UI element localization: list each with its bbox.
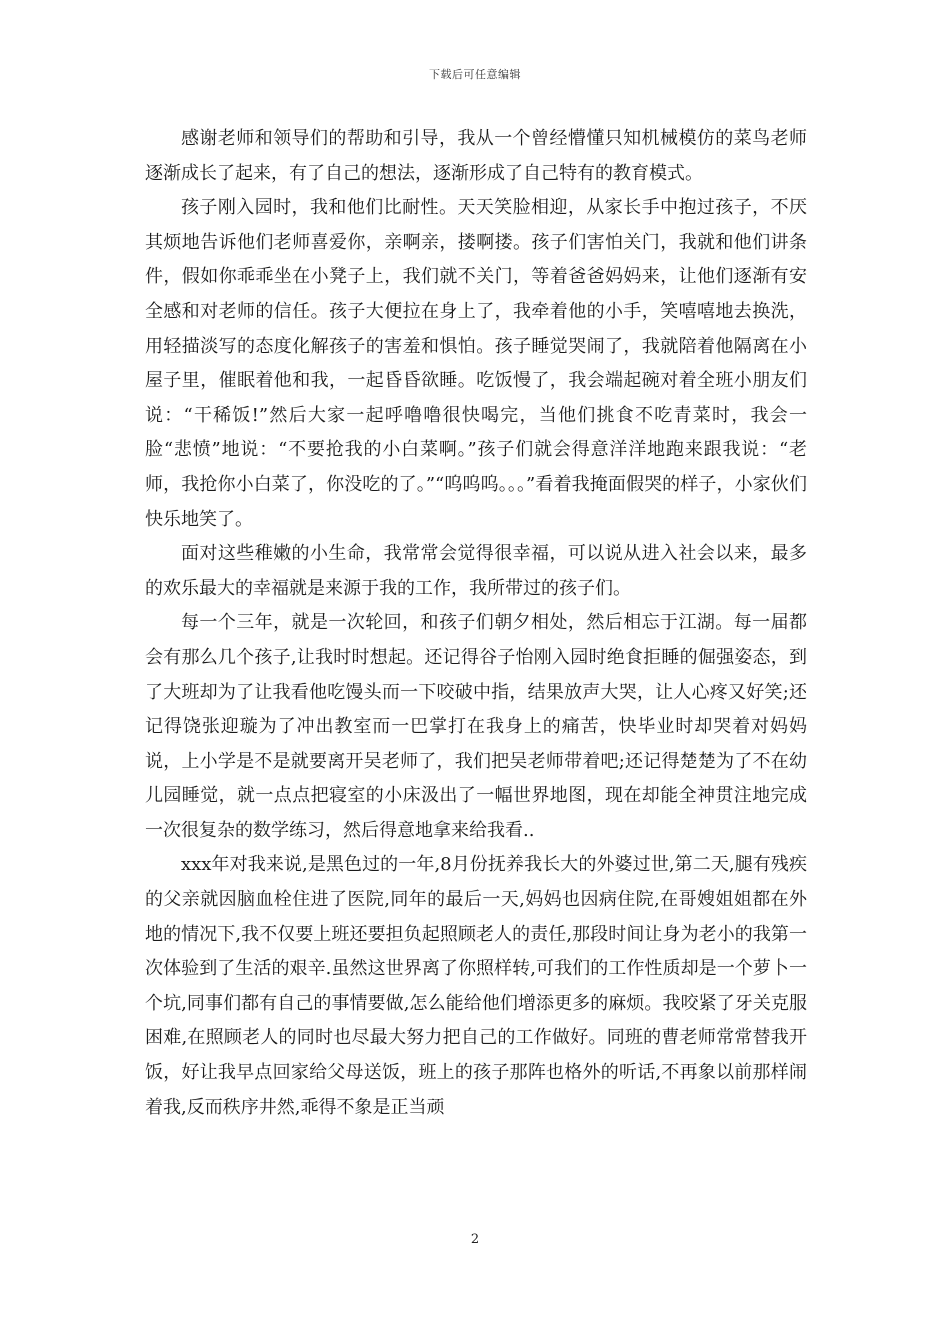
paragraph-5: xxx年对我来说,是黑色过的一年,8月份抚养我长大的外婆过世,第二天,腿有残疾的父亲就因脑血栓住进了医院,同年的最后一天,妈妈也因病住院,在哥嫂姐姐都在外地的情况下,我不仅要上班还要担负起照顾老人的责任,那段时间让身为老小的我第一次体验到了生活的艰辛.虽然这世界离了你照样转,可我们的工作性质却是一个萝卜一个坑,同事们都有自己的事情要做,怎么能给他们增添更多的麻烦。我咬紧了牙关克服困难,在照顾老人的同时也尽最大努力把自己的工作做好。同班的曹老师常常替我开饭，好让我早点回家给父母送饭，班上的孩子那阵也格外的听话,不再象以前那样闹着我,反而秩序井然,乖得不象是正当顽: [145, 854, 807, 1118]
page-header: 下载后可任意编辑: [429, 68, 521, 81]
paragraph-2: 孩子刚入园时，我和他们比耐性。天天笑脸相迎，从家长手中抱过孩子，不厌其烦地告诉他们老师喜爱你，亲啊亲，搂啊搂。孩子们害怕关门，我就和他们讲条件，假如你乖乖坐在小凳子上，我们就不关门，等着爸爸妈妈来，让他们逐渐有安全感和对老师的信任。孩子大便拉在身上了，我牵着他的小手，笑嘻嘻地去换洗，用轻描淡写的态度化解孩子的害羞和惧怕。孩子睡觉哭闹了，我就陪着他隔离在小屋子里，催眠着他和我，一起昏昏欲睡。吃饭慢了，我会端起碗对着全班小朋友们说：“干稀饭!”然后大家一起呼噜噜很快喝完，当他们挑食不吃青菜时，我会一脸“悲愤”地说：“不要抢我的小白菜啊。”孩子们就会得意洋洋地跑来跟我说：“老师，我抢你小白菜了，你没吃的了。”“呜呜呜。。。”看着我掩面假哭的样子，小家伙们快乐地笑了。: [145, 197, 807, 530]
paragraph-4: 每一个三年，就是一次轮回，和孩子们朝夕相处，然后相忘于江湖。每一届都会有那么几个孩子,让我时时想起。还记得谷子怡刚入园时绝食拒睡的倔强姿态，到了大班却为了让我看他吃馒头而一下咬破中指，结果放声大哭，让人心疼又好笑;还记得饶张迎璇为了冲出教室而一巴掌打在我身上的痛苦，快毕业时却哭着对妈妈说，上小学是不是就要离开吴老师了，我们把吴老师带着吧;还记得楚楚为了不在幼儿园睡觉，就一点点把寝室的小床汲出了一幅世界地图，现在却能全神贯注地完成一次很复杂的数学练习，然后得意地拿来给我看..: [145, 612, 807, 841]
body-text: [145, 122, 807, 1125]
page-number: 2: [470, 1232, 480, 1247]
paragraph-1: 感谢老师和领导们的帮助和引导，我从一个曾经懵懂只知机械模仿的菜鸟老师逐渐成长了起来，有了自己的想法，逐渐形成了自己特有的教育模式。: [145, 128, 807, 184]
paragraph-3: 面对这些稚嫩的小生命，我常常会觉得很幸福，可以说从进入社会以来，最多的欢乐最大的幸福就是来源于我的工作，我所带过的孩子们。: [145, 543, 807, 599]
